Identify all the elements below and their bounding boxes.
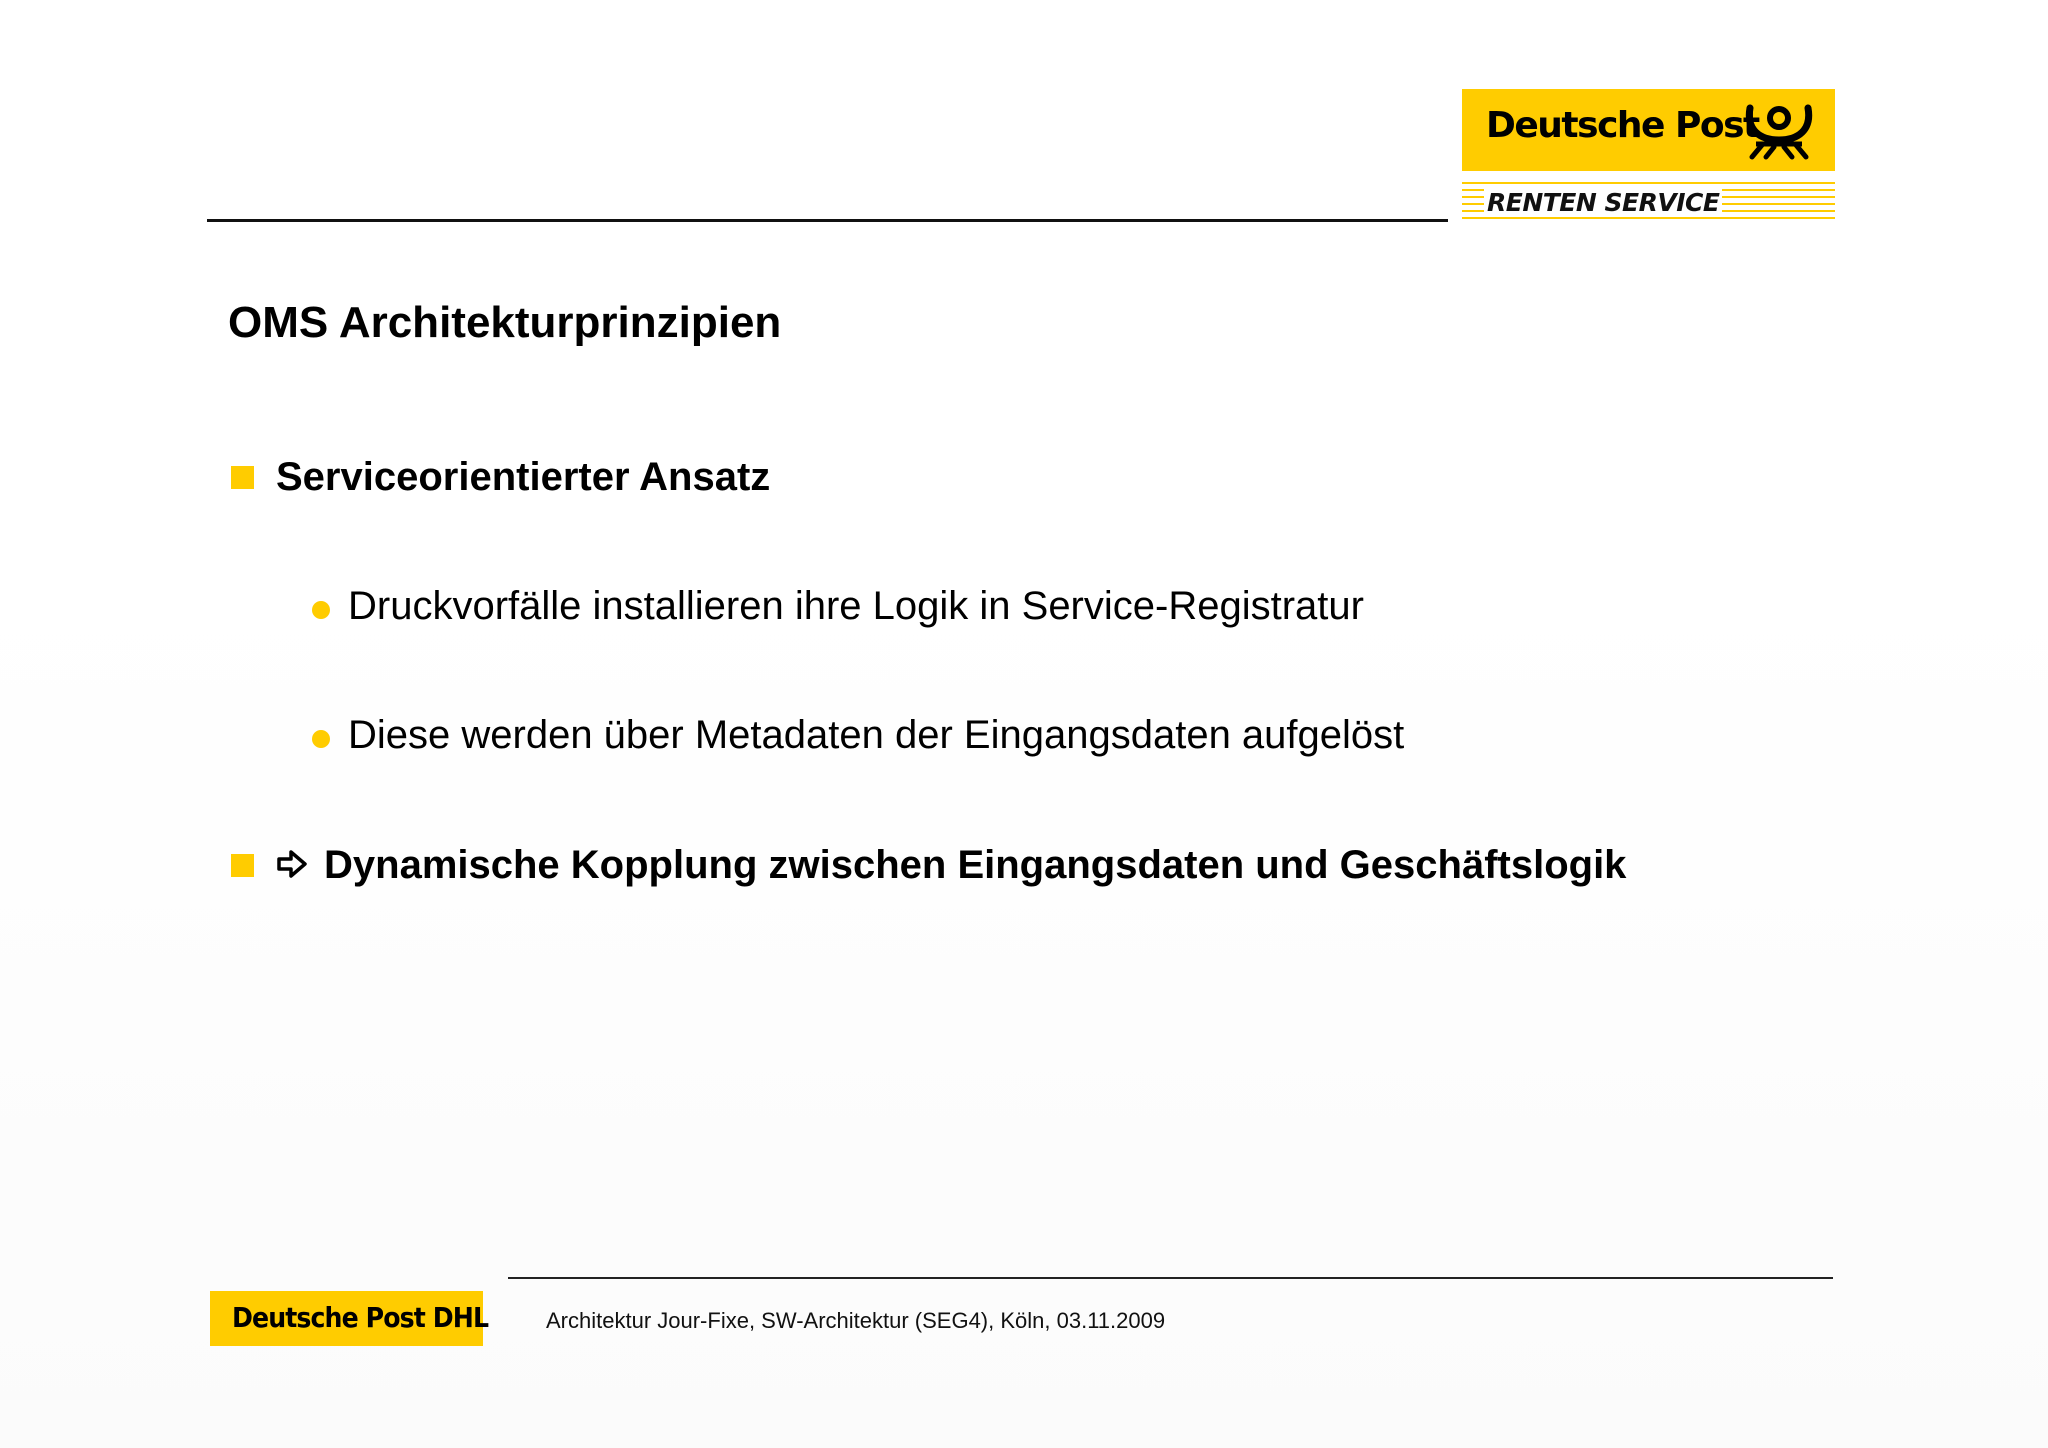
service-label: RENTEN SERVICE — [1484, 188, 1722, 217]
logo-brand-text: Deutsche Post — [1486, 105, 1759, 146]
header-divider — [207, 219, 1448, 222]
arrow-right-icon — [276, 849, 308, 879]
renten-service-banner — [1462, 182, 1835, 222]
bullet-square-icon — [231, 466, 254, 489]
bullet-text: Serviceorientierter Ansatz — [276, 455, 771, 499]
footer-divider — [508, 1277, 1833, 1279]
deutsche-post-dhl-logo — [210, 1291, 489, 1346]
footer-caption: Architektur Jour-Fixe, SW-Architektur (SEG4), Köln, 03.11.2009 — [546, 1308, 1166, 1333]
post-horn-icon — [1742, 100, 1816, 160]
dhl-logo-text: Deutsche Post DHL — [232, 1301, 489, 1334]
bullet-dot-icon — [312, 730, 330, 748]
bullet-text: Dynamische Kopplung zwischen Eingangsdaten und Geschäftslogik — [324, 843, 1627, 887]
bullet-square-icon — [231, 854, 254, 877]
page-title: OMS Architekturprinzipien — [228, 298, 782, 347]
deutsche-post-logo — [1462, 89, 1835, 171]
sub-bullet-text: Diese werden über Metadaten der Eingangsdaten aufgelöst — [348, 713, 1405, 757]
sub-bullet-text: Druckvorfälle installieren ihre Logik in Service-Registratur — [348, 584, 1364, 628]
bullet-dot-icon — [312, 601, 330, 619]
